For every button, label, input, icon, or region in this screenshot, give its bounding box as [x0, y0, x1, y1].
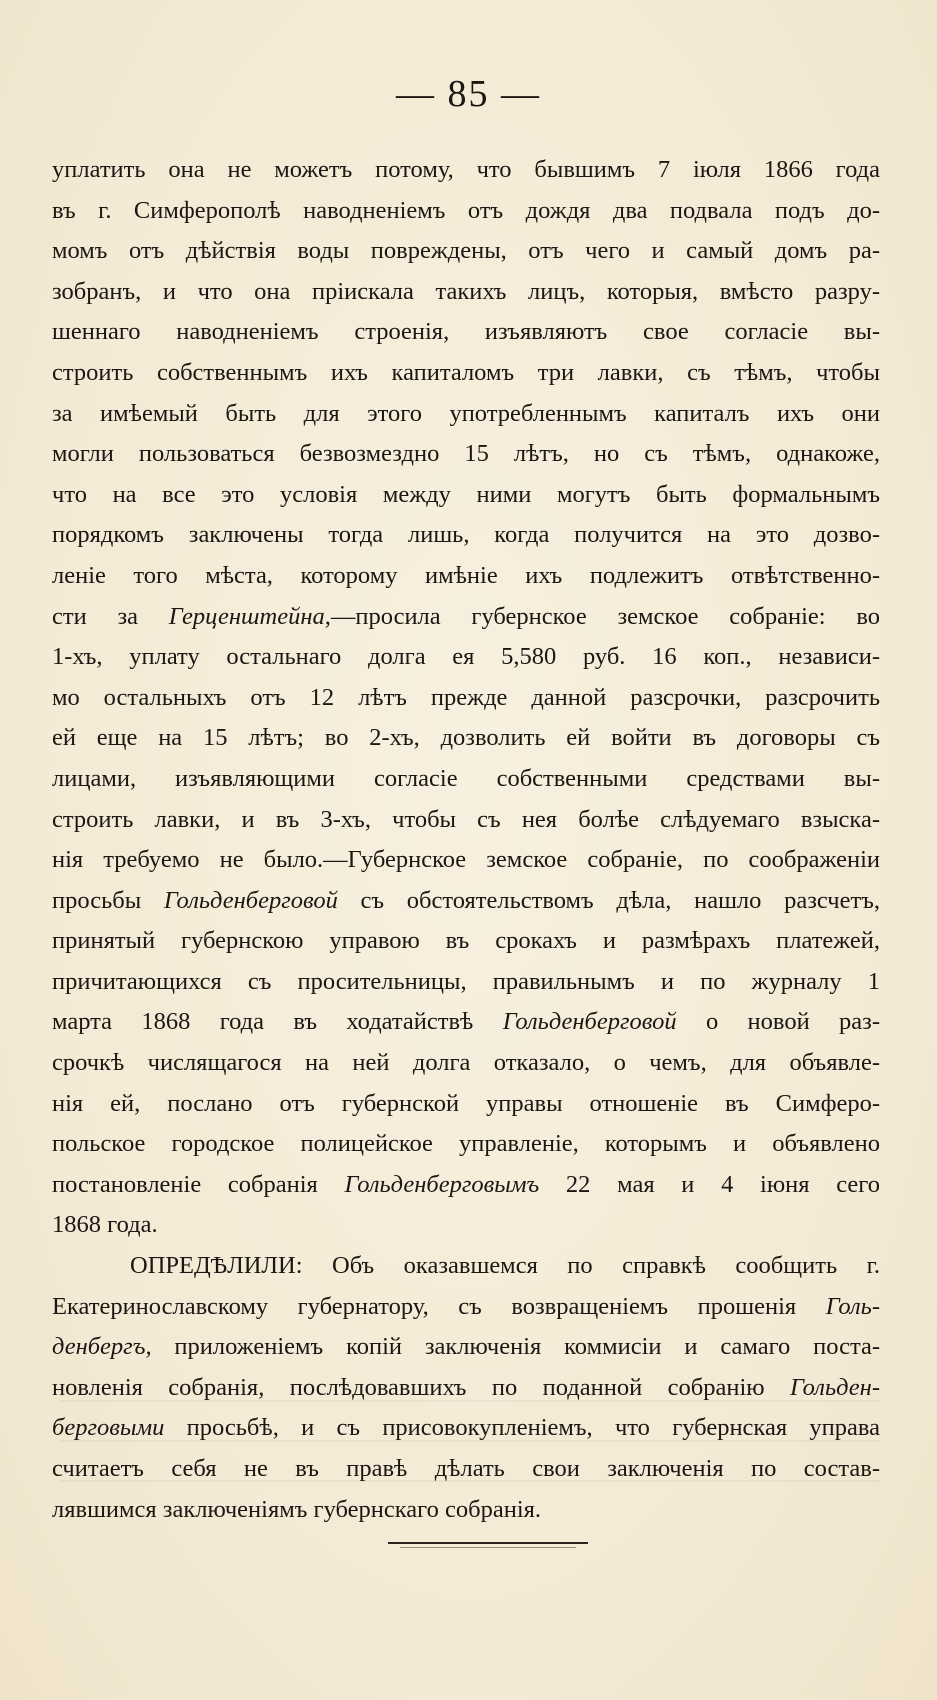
text-segment: просьбы: [52, 886, 164, 914]
text-line: [52, 1327, 880, 1368]
paragraph-2: [52, 1246, 880, 1530]
closing-rule: [388, 1542, 588, 1544]
text-segment: просьбѣ, и съ присовокупленіемъ, что губернская управа: [164, 1414, 880, 1442]
text-line: порядкомъ заключены тогда лишь, когда получится на это дозво-: [52, 521, 880, 549]
text-segment: съ обстоятельствомъ дѣла, нашло разсчетъ,: [337, 886, 880, 914]
surname-italic: Гольденберговымъ: [344, 1170, 540, 1198]
text-line: что на все это условія между ними могутъ быть формальнымъ: [52, 480, 880, 508]
text-line: принятый губернскою управою въ срокахъ и размѣрахъ платежей,: [52, 927, 880, 955]
text-line: въ г. Симферополѣ наводненіемъ отъ дождя два подвала подъ до-: [52, 196, 880, 224]
surname-italic: денбергъ,: [52, 1333, 152, 1361]
text-line: причитающихся съ просительницы, правильнымъ и по журналу 1: [52, 967, 880, 995]
text-line: ей еще на 15 лѣтъ; во 2-хъ, дозволить ей войти въ договоры съ: [52, 724, 880, 752]
text-segment: марта 1868 года въ ходатайствѣ: [52, 1008, 503, 1036]
surname-italic: Голь-: [825, 1292, 880, 1320]
text-line: леніе того мѣста, которому имѣніе ихъ подлежитъ отвѣтственно-: [52, 561, 880, 589]
text-segment: новленія собранія, послѣдовавшихъ по поданной собранію: [52, 1373, 790, 1401]
text-line: лявшимся заключеніямъ губернскаго собранія.: [52, 1495, 542, 1523]
text-line: [52, 597, 880, 638]
text-segment: постановленіе собранія: [52, 1170, 345, 1198]
text-line: [52, 1408, 880, 1449]
text-segment: о новой раз-: [676, 1008, 880, 1036]
text-line: момъ отъ дѣйствія воды повреждены, отъ чего и самый домъ ра-: [52, 237, 880, 265]
surname-italic: Герценштейна,: [168, 602, 331, 630]
text-line: лицами, изъявляющими согласіе собственными средствами вы-: [52, 764, 880, 792]
page-number: — 85 —: [396, 73, 541, 115]
surname-italic: Гольденберговой: [163, 886, 338, 914]
text-line: строить лавки, и въ 3-хъ, чтобы съ нея болѣе слѣдуемаго взыска-: [52, 805, 880, 833]
text-line: за имѣемый быть для этого употребленнымъ капиталъ ихъ они: [52, 399, 880, 427]
text-line: нія требуемо не было.—Губернское земское собраніе, по соображеніи: [52, 846, 880, 874]
closing-rule-thin: [400, 1547, 576, 1548]
text-line: нія ей, послано отъ губернской управы отношеніе въ Симферо-: [52, 1089, 880, 1117]
text-line: зобранъ, и что она пріискала такихъ лицъ, которыя, вмѣсто разру-: [52, 277, 880, 305]
text-line: 1-хъ, уплату остальнаго долга ея 5,580 руб. 16 коп., независи-: [52, 643, 880, 671]
text-line: 1868 года.: [52, 1211, 158, 1239]
text-line: шеннаго наводненіемъ строенія, изъявляютъ свое согласіе вы-: [52, 318, 880, 346]
text-line: срочкѣ числящагося на ней долга отказало, о чемъ, для объявле-: [52, 1049, 880, 1077]
text-segment: Екатеринославскому губернатору, съ возвращеніемъ прошенія: [52, 1292, 826, 1320]
text-segment: 22 мая и 4 іюня сего: [539, 1170, 880, 1198]
surname-italic: Гольденберговой: [502, 1008, 677, 1036]
text-line: [52, 1287, 880, 1328]
text-line: мо остальныхъ отъ 12 лѣтъ прежде данной разсрочки, разсрочить: [52, 683, 880, 711]
text-line: строить собственнымъ ихъ капиталомъ три лавки, съ тѣмъ, чтобы: [52, 358, 880, 386]
text-line: [52, 1002, 880, 1043]
text-segment: —просила губернское земское собраніе: во: [330, 602, 880, 630]
text-line: уплатить она не можетъ потому, что бывшимъ 7 іюля 1866 года: [52, 156, 880, 183]
surname-italic: Гольден-: [789, 1373, 880, 1401]
paragraph-1: [52, 150, 880, 1246]
body-text: [52, 150, 880, 1530]
surname-italic: берговыми: [52, 1414, 165, 1442]
text-line: [52, 1368, 880, 1409]
text-segment: сти за: [52, 602, 169, 630]
text-line: считаетъ себя не въ правѣ дѣлать свои заключенія по состав-: [52, 1455, 880, 1482]
text-line: польское городское полицейское управленіе, которымъ и объявлено: [52, 1130, 880, 1158]
text-line: [52, 881, 880, 922]
text-segment: приложеніемъ копій заключенія коммисіи и самаго поста-: [151, 1333, 880, 1361]
text-line: ОПРЕДѢЛИЛИ: Объ оказавшемся по справкѣ сообщить г.: [130, 1252, 880, 1280]
text-line: могли пользоваться безвозмездно 15 лѣтъ, но съ тѣмъ, однакоже,: [52, 440, 880, 468]
text-line: [52, 1165, 880, 1206]
